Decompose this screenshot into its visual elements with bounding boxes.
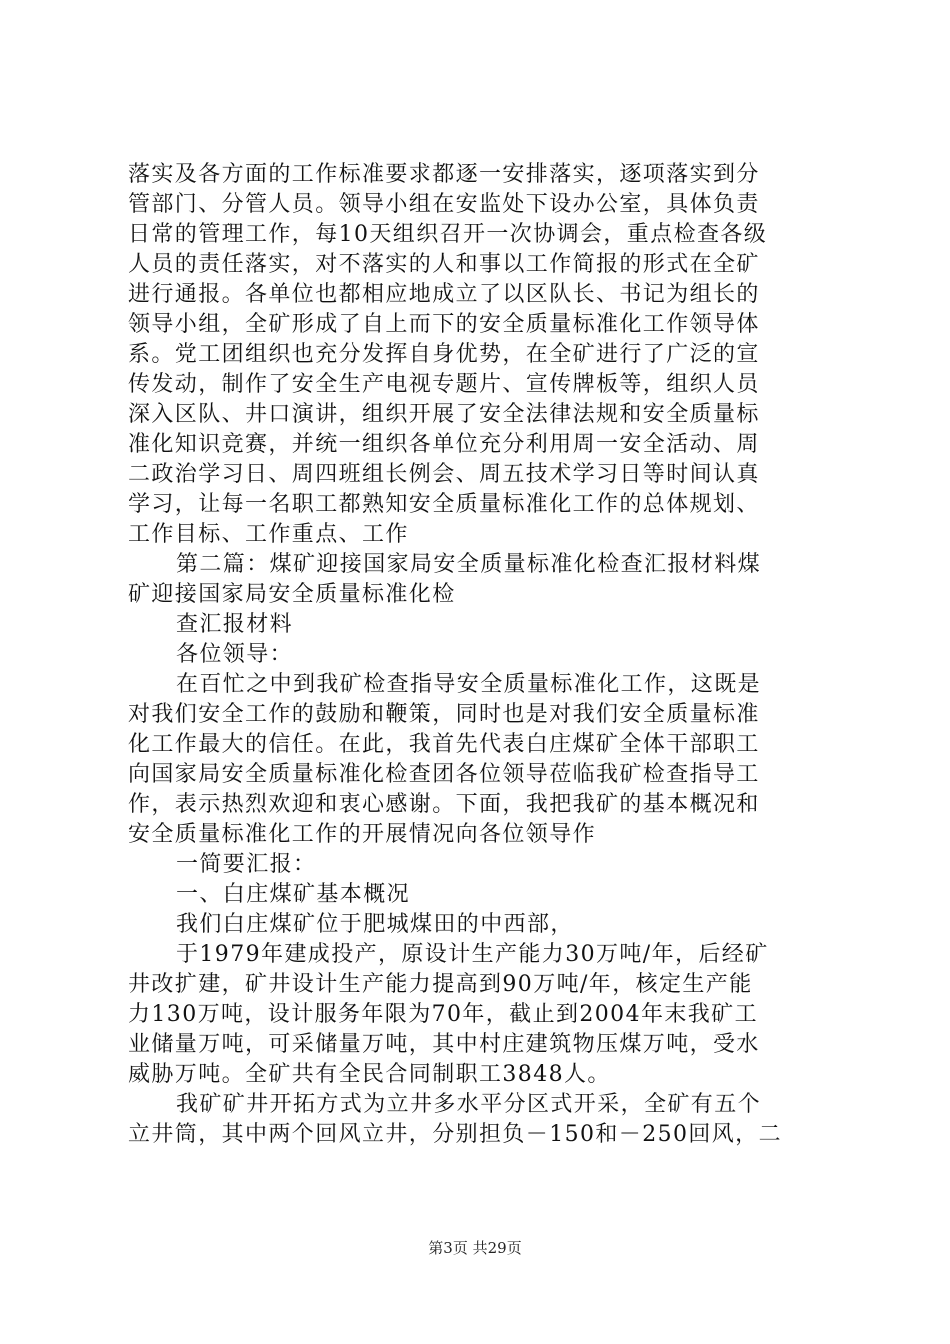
text-line: 向国家局安全质量标准化检查团各位领导莅临我矿检查指导工 [128,762,760,787]
text-line: 在百忙之中到我矿检查指导安全质量标准化工作，这既是 [176,672,762,697]
text-line: 第二篇：煤矿迎接国家局安全质量标准化检查汇报材料煤 [176,552,762,577]
text-line: 我矿矿井开拓方式为立井多水平分区式开采，全矿有五个 [176,1092,762,1117]
text-line: 我们白庄煤矿位于肥城煤田的中西部， [176,912,574,937]
text-line: 人员的责任落实，对不落实的人和事以工作简报的形式在全矿 [128,252,760,277]
text-line: 威胁万吨。全矿共有全民合同制职工3848人。 [128,1062,611,1087]
text-line: 井改扩建，矿井设计生产能力提高到90万吨/年，核定生产能 [128,972,753,997]
text-line: 矿迎接国家局安全质量标准化检 [128,582,456,607]
text-line: 作，表示热烈欢迎和衷心感谢。下面，我把我矿的基本概况和 [128,792,760,817]
text-line: 传发动，制作了安全生产电视专题片、宣传牌板等，组织人员 [128,372,760,397]
text-line: 立井筒，其中两个回风立井，分别担负－150和－250回风，二 [128,1122,782,1147]
text-line: 于1979年建成投产，原设计生产能力30万吨/年，后经矿 [176,942,769,967]
text-line: 二政治学习日、周四班组长例会、周五技术学习日等时间认真 [128,462,760,487]
text-line: 化工作最大的信任。在此，我首先代表白庄煤矿全体干部职工 [128,732,760,757]
text-line: 系。党工团组织也充分发挥自身优势，在全矿进行了广泛的宣 [128,342,760,367]
text-line: 落实及各方面的工作标准要求都逐一安排落实，逐项落实到分 [128,162,760,187]
text-line: 深入区队、井口演讲，组织开展了安全法律法规和安全质量标 [128,402,760,427]
text-line: 力130万吨，设计服务年限为70年，截止到2004年末我矿工 [128,1002,758,1027]
document-body [128,160,828,1150]
text-line: 一简要汇报： [176,852,317,877]
text-line: 日常的管理工作，每10天组织召开一次协调会，重点检查各级 [128,222,768,247]
text-line: 一、白庄煤矿基本概况 [176,882,411,907]
text-line: 业储量万吨，可采储量万吨，其中村庄建筑物压煤万吨，受水 [128,1032,760,1057]
text-line: 对我们安全工作的鼓励和鞭策，同时也是对我们安全质量标准 [128,702,760,727]
page-footer: 第3页 共29页 [428,1239,522,1257]
text-line: 工作目标、工作重点、工作 [128,522,409,547]
text-line: 准化知识竞赛，并统一组织各单位充分利用周一安全活动、周 [128,432,760,457]
text-line: 领导小组，全矿形成了自上而下的安全质量标准化工作领导体 [128,312,760,337]
text-line: 进行通报。各单位也都相应地成立了以区队长、书记为组长的 [128,282,760,307]
text-line: 管部门、分管人员。领导小组在安监处下设办公室，具体负责 [128,192,760,217]
text-line: 安全质量标准化工作的开展情况向各位领导作 [128,822,597,847]
text-line: 学习，让每一名职工都熟知安全质量标准化工作的总体规划、 [128,492,760,517]
text-line: 查汇报材料 [176,612,294,637]
text-line: 各位领导： [176,642,294,667]
